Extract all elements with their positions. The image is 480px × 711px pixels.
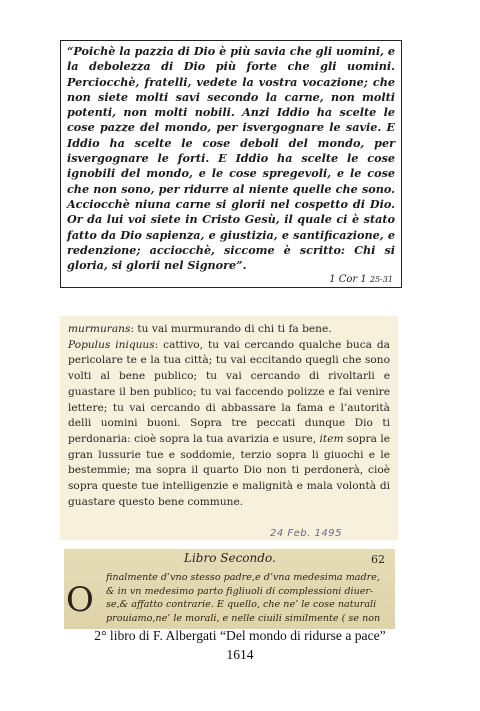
lead-text: : tu vai murmurando di chi ti fa bene.: [130, 323, 332, 335]
populus-phrase: Populus iniquus: [68, 338, 155, 351]
caption-year: 1614: [226, 647, 254, 662]
reference-book: 1 Cor 1: [329, 274, 367, 285]
old-text-line: finalmente d’vno stesso padre,e d’vna medesima madre,: [106, 572, 380, 583]
old-page-text: [106, 571, 392, 625]
scan-paragraph: [68, 322, 390, 510]
body-part-a: : cattivo, tu vai cercando qualche buca da pericolare te e la tua città; tu vai eccitando quegli che sono volti al bene publico; tu vai cercando di rivoltarli e guastare il ben publico; tu vai faccendo polizze e fai venire lettere; tu vai cercando di abbassare la fama e l’autorità delli uomini buoni. Sopra tre peccati dunque Dio ti perdonaria: cioè sopra la tua avarizia e usure,: [68, 338, 390, 445]
old-page-number: 62: [371, 553, 385, 566]
old-text-line: prouiamo,ne’ le morali, e nelle ciuili similmente ( se non: [106, 612, 381, 624]
handwritten-date: 24 Feb. 1495: [270, 528, 342, 539]
scripture-quote-text: “Poichè la pazzia di Dio è più savia che gli uomini, e la debolezza di Dio più forte che gli uomini. Perciocchè, fratelli, vedete la vostra vocazione; che non siete molti savi secondo la carne, non molti potenti, non molti nobili. Anzi Iddio ha scelte le cose pazze del mondo, per isvergognare le savie. E Iddio ha scelte le cose deboli del mondo, per isvergognare le forti. E Iddio ha scelte le cose ignobili del mondo, e le cose spregevoli, e le cose che non sono, per ridurre al niente quelle che sono. Acciocchè niuna carne si glorii nel cospetto di Dio. Or da lui voi siete in Cristo Gesù, il quale ci è stato fatto da Dio sapienza, e giustizia, e santificazione, e redenzione; acciocchè, siccome è scritto: Chi si gloria, si glorii nel Signore”.: [67, 44, 395, 273]
caption-title: 2° libro di F. Albergati “Del mondo di ridurse a pace”: [94, 628, 386, 643]
old-page-header: Libro Secondo.: [184, 551, 276, 565]
scripture-quote-box: [60, 40, 402, 288]
item-word: item: [319, 432, 344, 445]
scripture-reference: [329, 274, 393, 285]
old-text-line: & in vn medesimo parto figliuoli di complessioni diuer-: [106, 585, 374, 597]
body-part-b: sopra le gran lussurie tue e soddomie, terzio sopra li giuochi e le bestemmie; ma sopra il quarto Dio non ti perdonerà, cioè sopra queste tue intelligenzie e malignità e mala volontà di guastare questo bene commune.: [68, 432, 390, 508]
lead-word: murmurans: [68, 323, 131, 335]
savonarola-text-scan: [60, 316, 398, 540]
reference-verses: 25-31: [369, 275, 393, 284]
decorated-initial: O: [66, 580, 94, 620]
old-text-line: se,& affatto contrarie. E quello, che ne’ le cose naturali: [106, 599, 377, 610]
old-book-page-scan: [64, 549, 395, 629]
